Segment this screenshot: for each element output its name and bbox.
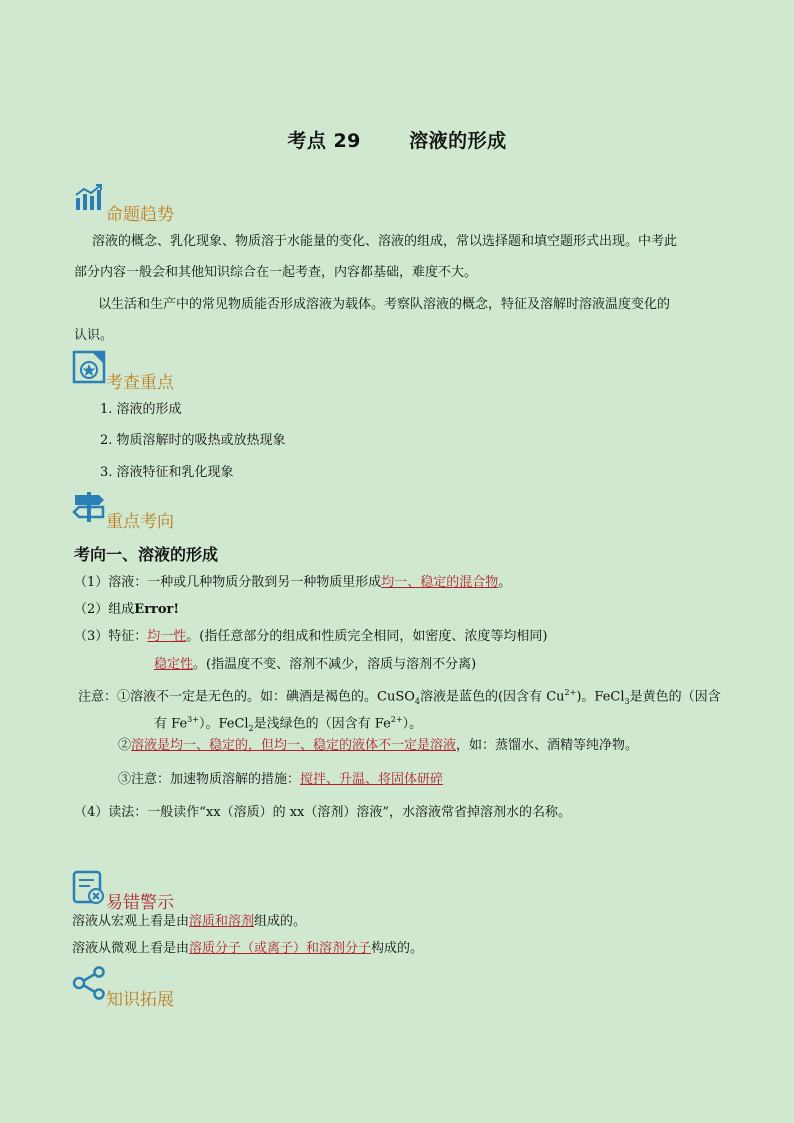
- trend-paragraph-2-line-2: 认识。: [74, 328, 114, 343]
- section-heading-extension: 知识拓展: [106, 990, 174, 1010]
- section-heading-direction: 重点考向: [106, 512, 174, 532]
- error-line-1: 溶液从宏观上看是由溶质和溶剂组成的。: [72, 914, 307, 929]
- section-heading-trend: 命题趋势: [106, 205, 174, 225]
- focus-item-2: 2. 物质溶解时的吸热或放热现象: [100, 433, 286, 448]
- trend-chart-icon: [74, 184, 104, 212]
- note-1-line-1: 注意：①溶液不一定是无色的。如：碘酒是褐色的。CuSO$_4$溶液是蓝色的(因含有 $Cu^{2+}$)。FeCl$_3$是黄色的（因含: [78, 688, 721, 706]
- note-2: ②溶液是均一、稳定的，但均一、稳定的液体不一定是溶液，如：蒸馏水、酒精等纯净物。: [118, 738, 639, 753]
- trend-paragraph-2-line-1: 以生活和生产中的常见物质能否形成溶液为载体。考察队溶液的概念，特征及溶解时溶液温度变化的: [98, 297, 671, 312]
- trend-paragraph-1-line-2: 部分内容一般会和其他知识综合在一起考查，内容都基础，难度不大。: [74, 265, 478, 280]
- direction-line-5: （4）读法：一般读作“xx（溶质）的 xx（溶剂）溶液”，水溶液常省掉溶剂水的名称。: [74, 805, 572, 820]
- title-name: 溶液的形成: [409, 130, 507, 152]
- section-heading-errors: 易错警示: [106, 893, 174, 913]
- answer-stable-liquid-not-solution: 溶液是均一、稳定的，但均一、稳定的液体不一定是溶液: [131, 738, 457, 753]
- error-text: Error!: [134, 602, 180, 617]
- page-title: [0, 126, 794, 153]
- note-1-line-2: 有 $Fe^{3+}$）。FeCl$_2$是浅绿色的（因含有 $Fe^{2+}$）。: [154, 715, 423, 733]
- answer-homogeneous-mixture: 均一、稳定的混合物: [381, 575, 499, 590]
- answer-speed-dissolution: 搅拌、升温、将固体研碎: [300, 772, 444, 787]
- signpost-icon: [72, 490, 106, 524]
- answer-stability: 稳定性: [154, 657, 194, 672]
- direction-line-1: （1）溶液：一种或几种物质分散到另一种物质里形成均一、稳定的混合物。: [74, 575, 512, 590]
- trend-paragraph-1-line-1: 溶液的概念、乳化现象、物质溶于水能量的变化、溶液的组成，常以选择题和填空题形式出现。中考此: [92, 234, 678, 249]
- answer-solute-solvent: 溶质和溶剂: [189, 914, 255, 929]
- direction-line-2: （2）组成Error!: [74, 602, 180, 617]
- direction-line-3: （3）特征：均一性。(指任意部分的组成和性质完全相同，如密度、浓度等均相同): [74, 629, 548, 644]
- error-line-2: 溶液从微观上看是由溶质分子（或离子）和溶剂分子构成的。: [72, 941, 424, 956]
- share-network-icon: [72, 966, 108, 1000]
- note-3: ③注意：加速物质溶解的措施：搅拌、升温、将固体研碎: [118, 772, 444, 787]
- direction-line-4: 稳定性。(指温度不变、溶剂不减少，溶质与溶剂不分离): [154, 657, 477, 672]
- focus-item-3: 3. 溶液特征和乳化现象: [100, 465, 234, 480]
- error-document-icon: [72, 870, 106, 906]
- title-number: 考点 29: [287, 130, 361, 152]
- focus-item-1: 1. 溶液的形成: [100, 402, 182, 417]
- section-heading-focus: 考查重点: [106, 373, 174, 393]
- direction-heading: 考向一、溶液的形成: [74, 545, 219, 564]
- answer-uniformity: 均一性: [147, 629, 187, 644]
- star-folder-icon: [72, 350, 106, 384]
- answer-molecules: 溶质分子（或离子）和溶剂分子: [189, 941, 372, 956]
